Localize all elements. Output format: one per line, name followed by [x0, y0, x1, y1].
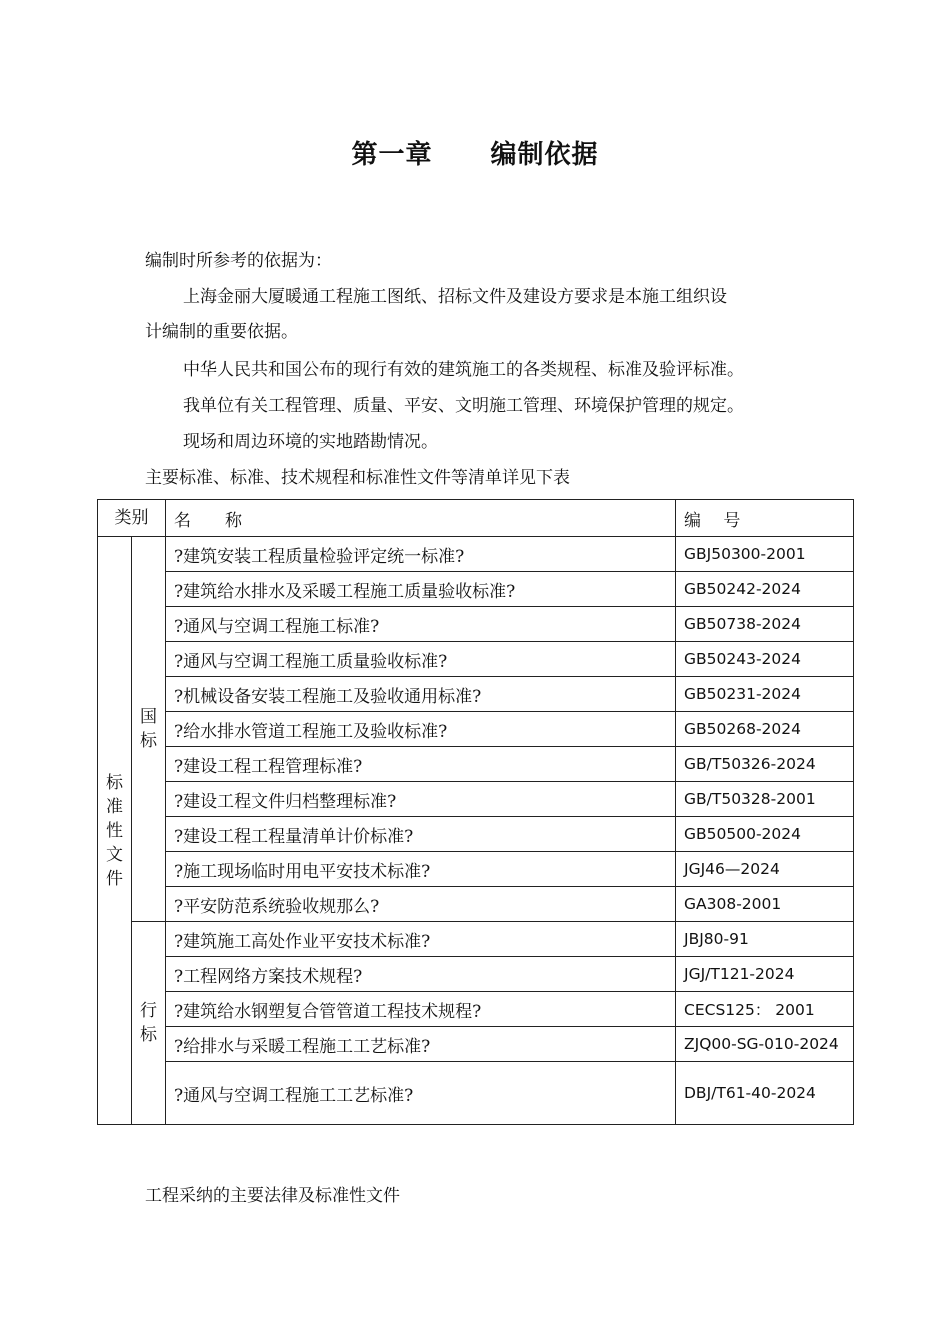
table-row — [98, 922, 854, 957]
standard-code: GBJ50300-2001 — [676, 537, 854, 572]
standard-code: DBJ/T61-40-2024 — [676, 1062, 854, 1125]
group-label-char: 文 — [106, 844, 123, 865]
industry-label-char: 标 — [140, 1025, 157, 1045]
standard-code: GA308-2001 — [676, 887, 854, 922]
national-label-char: 标 — [140, 731, 157, 751]
group-label-char: 标 — [106, 772, 123, 793]
table-row — [98, 747, 854, 782]
table-caption: 主要标准、标准、技术规程和标准性文件等清单详见下表 — [145, 468, 570, 488]
standard-name: ?建筑施工高处作业平安技术标准? — [166, 922, 676, 957]
table-row — [98, 572, 854, 607]
standard-name: ?建设工程文件归档整理标准? — [166, 782, 676, 817]
national-label-char: 国 — [140, 707, 157, 727]
standard-name: ?工程网络方案技术规程? — [166, 957, 676, 992]
industry-label-char: 行 — [140, 1001, 157, 1021]
standard-name: ?建筑安装工程质量检验评定统一标准? — [166, 537, 676, 572]
chapter-title — [0, 134, 950, 171]
table-row — [98, 887, 854, 922]
standard-code: ZJQ00-SG-010-2024 — [676, 1027, 854, 1062]
national-label — [132, 537, 166, 922]
table-row — [98, 957, 854, 992]
table-row — [98, 992, 854, 1027]
standard-name: ?通风与空调工程施工标准? — [166, 607, 676, 642]
table-row — [98, 642, 854, 677]
standard-code: JGJ/T121-2024 — [676, 957, 854, 992]
standard-code: CECS125： 2001 — [676, 992, 854, 1027]
standard-name: ?施工现场临时用电平安技术标准? — [166, 852, 676, 887]
basis-drawings-line2: 计编制的重要依据。 — [145, 322, 298, 342]
group-label — [98, 537, 132, 1125]
standard-name: ?通风与空调工程施工质量验收标准? — [166, 642, 676, 677]
header-name: 名 称 — [166, 500, 676, 537]
header-category: 类别 — [98, 500, 166, 537]
chapter-heading: 编制依据 — [490, 140, 599, 170]
table-row — [98, 677, 854, 712]
standard-name: ?机械设备安装工程施工及验收通用标准? — [166, 677, 676, 712]
standard-name: ?建设工程工程量清单计价标准? — [166, 817, 676, 852]
laws-caption: 工程采纳的主要法律及标准性文件 — [145, 1186, 400, 1206]
standard-name: ?平安防范系统验收规那么? — [166, 887, 676, 922]
standard-code: JGJ46—2024 — [676, 852, 854, 887]
standard-code: GB50738-2024 — [676, 607, 854, 642]
group-label-char: 性 — [106, 820, 123, 841]
standard-code: GB50242-2024 — [676, 572, 854, 607]
standard-name: ?给排水与采暖工程施工工艺标准? — [166, 1027, 676, 1062]
header-code: 编 号 — [676, 500, 854, 537]
basis-standards: 中华人民共和国公布的现行有效的建筑施工的各类规程、标准及验评标准。 — [183, 360, 744, 380]
standard-name: ?建设工程工程管理标准? — [166, 747, 676, 782]
table-row — [98, 852, 854, 887]
table-row — [98, 712, 854, 747]
basis-company-rules: 我单位有关工程管理、质量、平安、文明施工管理、环境保护管理的规定。 — [183, 396, 744, 416]
standard-code: JBJ80-91 — [676, 922, 854, 957]
standard-code: GB/T50328-2001 — [676, 782, 854, 817]
industry-label — [132, 922, 166, 1125]
standard-name: ?给水排水管道工程施工及验收标准? — [166, 712, 676, 747]
intro-lead: 编制时所参考的依据为： — [145, 251, 332, 271]
table-row — [98, 1062, 854, 1125]
standard-name: ?建筑给水钢塑复合管管道工程技术规程? — [166, 992, 676, 1027]
standard-code: GB50243-2024 — [676, 642, 854, 677]
table-row — [98, 817, 854, 852]
group-label-char: 件 — [106, 868, 123, 889]
table-row — [98, 782, 854, 817]
chapter-number: 第一章 — [351, 140, 433, 170]
table-row — [98, 607, 854, 642]
basis-site-survey: 现场和周边环境的实地踏勘情况。 — [183, 432, 438, 452]
standard-name: ?建筑给水排水及采暖工程施工质量验收标准? — [166, 572, 676, 607]
group-label-char: 准 — [106, 796, 123, 817]
standard-code: GB/T50326-2024 — [676, 747, 854, 782]
basis-drawings-line1: 上海金丽大厦暖通工程施工图纸、招标文件及建设方要求是本施工组织设 — [183, 287, 727, 307]
standards-table — [97, 499, 854, 1125]
table-row — [98, 1027, 854, 1062]
table-row — [98, 537, 854, 572]
standard-code: GB50231-2024 — [676, 677, 854, 712]
standard-code: GB50268-2024 — [676, 712, 854, 747]
table-header-row — [98, 500, 854, 537]
standard-code: GB50500-2024 — [676, 817, 854, 852]
standard-name: ?通风与空调工程施工工艺标准? — [166, 1062, 676, 1125]
